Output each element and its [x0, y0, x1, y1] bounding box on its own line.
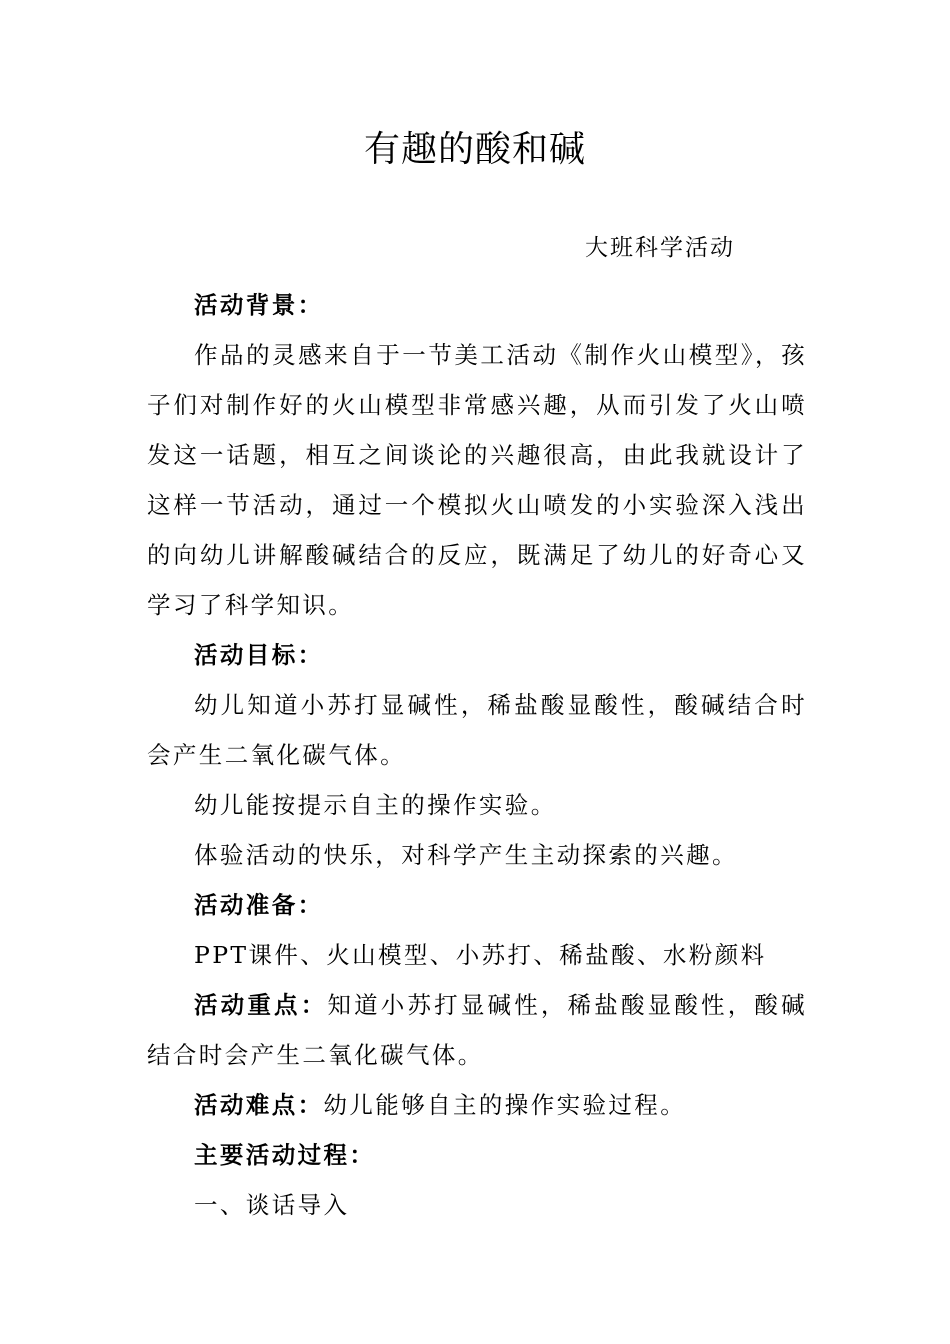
difficulty-label: 活动难点：: [194, 1091, 324, 1119]
paragraph-difficulty: [147, 1080, 807, 1130]
paragraph-key-point: [147, 980, 807, 1080]
section-heading-preparation: 活动准备：: [194, 891, 324, 919]
section-heading-background: 活动背景：: [194, 291, 324, 319]
paragraph-goal-3: 体验活动的快乐，对科学产生主动探索的兴趣。: [194, 841, 738, 869]
paragraph-process-step-1: 一、谈话导入: [194, 1191, 350, 1219]
section-heading-process: 主要活动过程：: [194, 1141, 376, 1169]
page-title: 有趣的酸和碱: [363, 129, 586, 170]
key-point-label: 活动重点：: [194, 991, 328, 1019]
page-subtitle: 大班科学活动: [585, 235, 735, 261]
paragraph-preparation: PPT课件、火山模型、小苏打、稀盐酸、水粉颜料: [194, 941, 767, 969]
paragraph-goal-2: 幼儿能按提示自主的操作实验。: [194, 791, 557, 819]
document-body: [147, 280, 807, 1230]
difficulty-text: 幼儿能够自主的操作实验过程。: [323, 1091, 687, 1119]
section-heading-goals: 活动目标：: [194, 641, 324, 669]
key-point-text: 知道小苏打显碱性，稀盐酸显酸性，酸碱结合时会产生二氧化碳气体。: [147, 991, 808, 1069]
paragraph-background: 作品的灵感来自于一节美工活动《制作火山模型》，孩子们对制作好的火山模型非常感兴趣，从而引发了火山喷发这一话题，相互之间谈论的兴趣很高，由此我就设计了这样一节活动，通过一个模拟火山喷发的小实验深入浅出的向幼儿讲解酸碱结合的反应，既满足了幼儿的好奇心又学习了科学知识。: [147, 341, 807, 619]
paragraph-goal-1: 幼儿知道小苏打显碱性，稀盐酸显酸性，酸碱结合时会产生二氧化碳气体。: [147, 691, 807, 769]
